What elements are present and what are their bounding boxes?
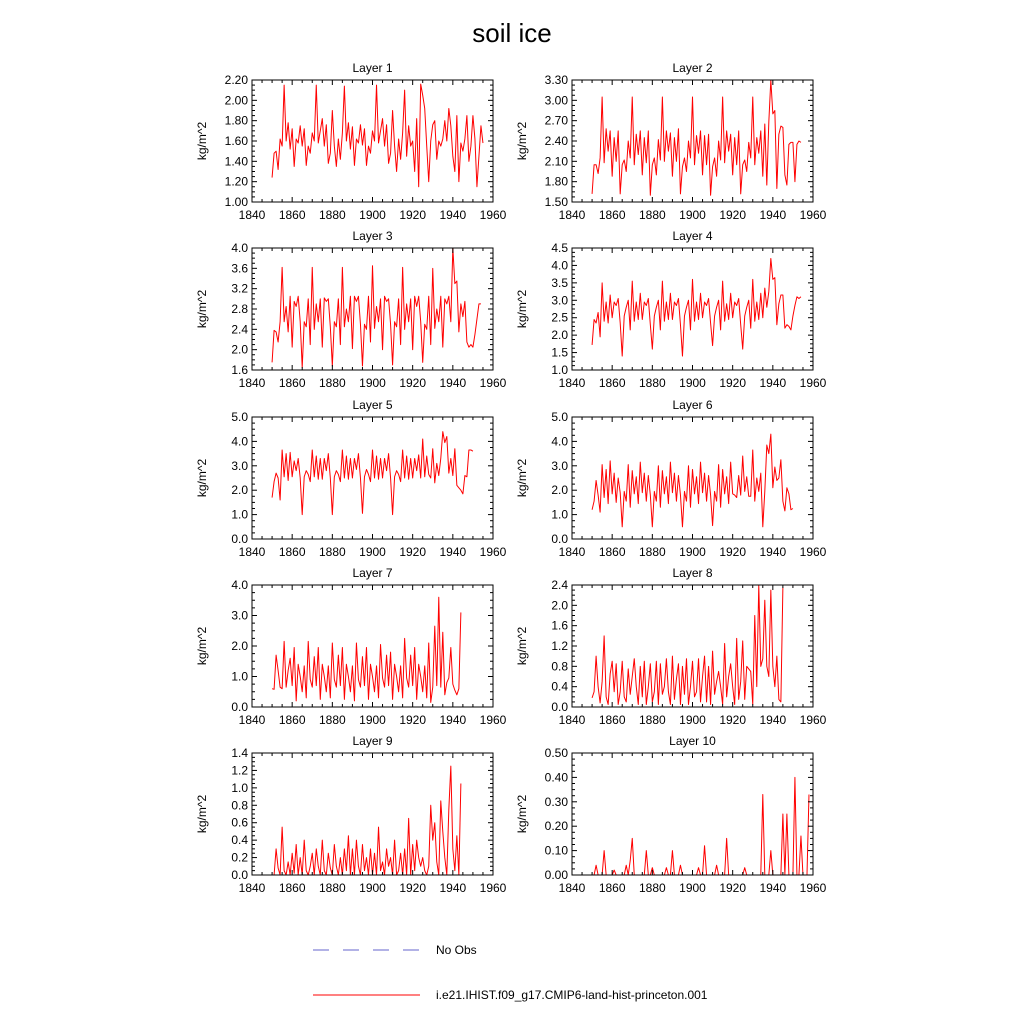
y-tick-label: 1.5 <box>551 345 568 360</box>
legend-item-no-obs <box>313 943 477 957</box>
y-tick-label: 1.0 <box>231 669 248 684</box>
panel-layer-1 <box>195 61 507 222</box>
x-tick-label: 1900 <box>679 545 706 559</box>
y-tick-label: 0.2 <box>231 850 248 865</box>
x-tick-label: 1860 <box>278 545 306 559</box>
y-tick-label: 1.00 <box>224 195 248 209</box>
plot-frame <box>572 753 813 875</box>
y-axis-label: kg/m^2 <box>195 626 209 666</box>
y-axis-label: kg/m^2 <box>515 458 529 498</box>
y-tick-label: 1.4 <box>231 746 248 760</box>
plot-frame <box>252 585 493 707</box>
y-tick-label: 2.0 <box>551 598 568 613</box>
x-tick-label: 1900 <box>679 376 706 390</box>
y-tick-label: 1.0 <box>551 507 568 522</box>
x-tick-label: 1920 <box>399 208 427 222</box>
x-tick-label: 1920 <box>399 881 427 895</box>
x-tick-label: 1900 <box>359 713 386 727</box>
plot-frame <box>252 80 493 202</box>
y-tick-label: 0.40 <box>544 770 568 785</box>
plot-frame <box>572 248 813 370</box>
series-line <box>592 258 801 356</box>
x-tick-label: 1940 <box>759 713 787 727</box>
x-tick-label: 1920 <box>399 713 427 727</box>
x-tick-label: 1860 <box>598 376 626 390</box>
y-tick-label: 0.0 <box>551 700 568 714</box>
y-tick-label: 5.0 <box>551 410 568 424</box>
x-tick-label: 1880 <box>318 376 346 390</box>
x-tick-label: 1900 <box>359 376 386 390</box>
series-line <box>592 777 809 875</box>
y-tick-label: 1.2 <box>231 763 248 778</box>
y-axis-label: kg/m^2 <box>515 794 529 834</box>
x-tick-label: 1860 <box>598 713 626 727</box>
panel-title: Layer 6 <box>672 398 713 412</box>
x-tick-label: 1880 <box>318 545 346 559</box>
x-tick-label: 1940 <box>759 881 787 895</box>
series-line <box>272 766 461 875</box>
x-tick-label: 1860 <box>598 881 626 895</box>
y-tick-label: 2.70 <box>544 113 568 128</box>
x-tick-label: 1920 <box>719 881 747 895</box>
y-tick-label: 0.0 <box>231 700 248 714</box>
x-tick-label: 1960 <box>479 208 507 222</box>
y-tick-label: 0.20 <box>544 819 568 834</box>
y-tick-label: 1.0 <box>231 507 248 522</box>
y-tick-label: 1.60 <box>224 134 248 148</box>
y-tick-label: 4.5 <box>551 241 568 255</box>
panel-layer-3 <box>195 229 507 390</box>
y-tick-label: 0.8 <box>551 659 568 674</box>
panel-layer-9 <box>195 734 507 895</box>
x-tick-label: 1960 <box>799 208 827 222</box>
y-tick-label: 0.4 <box>551 679 568 694</box>
y-tick-label: 5.0 <box>231 410 248 424</box>
x-tick-label: 1920 <box>719 376 747 390</box>
y-tick-label: 2.4 <box>551 578 568 592</box>
x-tick-label: 1900 <box>359 881 386 895</box>
y-axis-label: kg/m^2 <box>195 794 209 834</box>
series-line <box>592 585 783 704</box>
y-tick-label: 3.0 <box>551 458 568 473</box>
y-tick-label: 2.4 <box>231 322 248 337</box>
x-tick-label: 1840 <box>558 208 586 222</box>
y-tick-label: 4.0 <box>231 578 248 592</box>
panel-layer-7 <box>195 566 507 727</box>
y-tick-label: 2.0 <box>231 639 248 653</box>
y-tick-label: 3.6 <box>231 261 248 276</box>
y-tick-label: 2.5 <box>551 310 568 325</box>
series-line <box>272 248 481 367</box>
legend <box>313 943 708 1002</box>
y-tick-label: 0.4 <box>231 833 248 848</box>
x-tick-label: 1960 <box>799 376 827 390</box>
x-tick-label: 1840 <box>238 545 266 559</box>
panel-layer-2 <box>515 61 827 222</box>
y-axis-label: kg/m^2 <box>515 626 529 666</box>
y-tick-label: 2.0 <box>231 483 248 498</box>
panel-grid <box>195 61 827 895</box>
y-axis-label: kg/m^2 <box>515 121 529 161</box>
y-tick-label: 3.30 <box>544 73 568 87</box>
x-tick-label: 1860 <box>278 208 306 222</box>
panel-title: Layer 3 <box>352 229 393 243</box>
y-tick-label: 0.10 <box>544 843 568 858</box>
x-tick-label: 1880 <box>638 208 666 222</box>
panel-layer-8 <box>515 566 827 727</box>
x-tick-label: 1900 <box>679 881 706 895</box>
panel-title: Layer 5 <box>352 398 393 412</box>
x-tick-label: 1960 <box>799 545 827 559</box>
panel-title: Layer 10 <box>669 734 716 748</box>
figure-title: soil ice <box>472 18 552 48</box>
x-tick-label: 1880 <box>638 376 666 390</box>
x-tick-label: 1840 <box>558 545 586 559</box>
panel-title: Layer 8 <box>672 566 713 580</box>
x-tick-label: 1960 <box>799 881 827 895</box>
x-tick-label: 1940 <box>759 545 787 559</box>
x-tick-label: 1840 <box>558 376 586 390</box>
series-line <box>272 84 483 187</box>
x-tick-label: 1960 <box>479 881 507 895</box>
series-line <box>592 80 801 195</box>
x-tick-label: 1960 <box>479 713 507 727</box>
y-tick-label: 1.80 <box>544 174 568 189</box>
panel-title: Layer 2 <box>672 61 713 75</box>
x-tick-label: 1920 <box>719 713 747 727</box>
y-tick-label: 1.6 <box>551 618 568 633</box>
y-tick-label: 2.40 <box>544 134 568 148</box>
x-tick-label: 1920 <box>719 545 747 559</box>
panel-title: Layer 7 <box>352 566 393 580</box>
x-tick-label: 1900 <box>679 208 706 222</box>
y-tick-label: 1.80 <box>224 113 248 128</box>
x-tick-label: 1900 <box>359 545 386 559</box>
legend-item-model-run <box>313 988 708 1002</box>
x-tick-label: 1940 <box>759 208 787 222</box>
x-tick-label: 1840 <box>558 713 586 727</box>
x-tick-label: 1940 <box>439 208 467 222</box>
y-tick-label: 0.8 <box>231 798 248 813</box>
y-tick-label: 1.0 <box>551 363 568 377</box>
panel-layer-5 <box>195 398 507 559</box>
y-tick-label: 0.00 <box>544 868 568 882</box>
x-tick-label: 1900 <box>679 713 706 727</box>
x-tick-label: 1840 <box>238 208 266 222</box>
x-tick-label: 1940 <box>439 713 467 727</box>
y-tick-label: 2.0 <box>551 483 568 498</box>
panel-title: Layer 1 <box>352 61 393 75</box>
x-tick-label: 1960 <box>799 713 827 727</box>
x-tick-label: 1960 <box>479 545 507 559</box>
y-tick-label: 0.30 <box>544 794 568 809</box>
legend-label-model-run: i.e21.IHIST.f09_g17.CMIP6-land-hist-princeton.001 <box>436 988 708 1002</box>
x-tick-label: 1920 <box>399 376 427 390</box>
plot-frame <box>252 753 493 875</box>
y-tick-label: 3.5 <box>551 275 568 290</box>
y-tick-label: 1.6 <box>231 363 248 377</box>
x-tick-label: 1840 <box>238 713 266 727</box>
panel-title: Layer 4 <box>672 229 713 243</box>
x-tick-label: 1920 <box>719 208 747 222</box>
y-tick-label: 3.0 <box>231 608 248 623</box>
y-axis-label: kg/m^2 <box>515 289 529 329</box>
series-line <box>272 432 473 515</box>
y-tick-label: 3.00 <box>544 93 568 108</box>
y-axis-label: kg/m^2 <box>195 121 209 161</box>
y-axis-label: kg/m^2 <box>195 289 209 329</box>
y-tick-label: 1.20 <box>224 174 248 189</box>
y-tick-label: 2.0 <box>551 328 568 343</box>
y-tick-label: 1.2 <box>551 639 568 653</box>
x-tick-label: 1880 <box>318 208 346 222</box>
y-tick-label: 2.8 <box>231 302 248 316</box>
panel-layer-6 <box>515 398 827 559</box>
x-tick-label: 1940 <box>439 881 467 895</box>
y-tick-label: 4.0 <box>551 258 568 273</box>
x-tick-label: 1940 <box>759 376 787 390</box>
panel-layer-4 <box>515 229 827 390</box>
x-tick-label: 1900 <box>359 208 386 222</box>
x-tick-label: 1860 <box>598 208 626 222</box>
y-axis-label: kg/m^2 <box>195 458 209 498</box>
x-tick-label: 1920 <box>399 545 427 559</box>
y-tick-label: 0.0 <box>231 868 248 882</box>
x-tick-label: 1840 <box>238 376 266 390</box>
y-tick-label: 3.2 <box>231 281 248 296</box>
x-tick-label: 1840 <box>558 881 586 895</box>
plot-frame <box>572 585 813 707</box>
y-tick-label: 0.6 <box>231 815 248 830</box>
y-tick-label: 1.0 <box>231 780 248 795</box>
y-tick-label: 3.0 <box>231 458 248 473</box>
x-tick-label: 1880 <box>638 881 666 895</box>
y-tick-label: 0.0 <box>551 532 568 546</box>
y-tick-label: 1.40 <box>224 154 248 169</box>
y-tick-label: 3.0 <box>551 293 568 308</box>
y-tick-label: 2.00 <box>224 93 248 108</box>
x-tick-label: 1840 <box>238 881 266 895</box>
x-tick-label: 1880 <box>638 713 666 727</box>
x-tick-label: 1860 <box>278 376 306 390</box>
y-tick-label: 1.50 <box>544 195 568 209</box>
x-tick-label: 1940 <box>439 376 467 390</box>
y-tick-label: 0.0 <box>231 532 248 546</box>
legend-label-no-obs: No Obs <box>436 943 477 957</box>
x-tick-label: 1880 <box>318 881 346 895</box>
y-tick-label: 0.50 <box>544 746 568 760</box>
series-line <box>592 434 793 527</box>
series-line <box>272 597 461 702</box>
y-tick-label: 4.0 <box>551 434 568 449</box>
panel-title: Layer 9 <box>352 734 393 748</box>
y-tick-label: 2.20 <box>224 73 248 87</box>
y-tick-label: 2.0 <box>231 342 248 357</box>
x-tick-label: 1860 <box>598 545 626 559</box>
y-tick-label: 2.10 <box>544 154 568 169</box>
x-tick-label: 1860 <box>278 881 306 895</box>
panel-layer-10 <box>515 734 827 895</box>
x-tick-label: 1940 <box>439 545 467 559</box>
x-tick-label: 1860 <box>278 713 306 727</box>
x-tick-label: 1880 <box>318 713 346 727</box>
y-tick-label: 4.0 <box>231 434 248 449</box>
x-tick-label: 1960 <box>479 376 507 390</box>
x-tick-label: 1880 <box>638 545 666 559</box>
y-tick-label: 4.0 <box>231 241 248 255</box>
